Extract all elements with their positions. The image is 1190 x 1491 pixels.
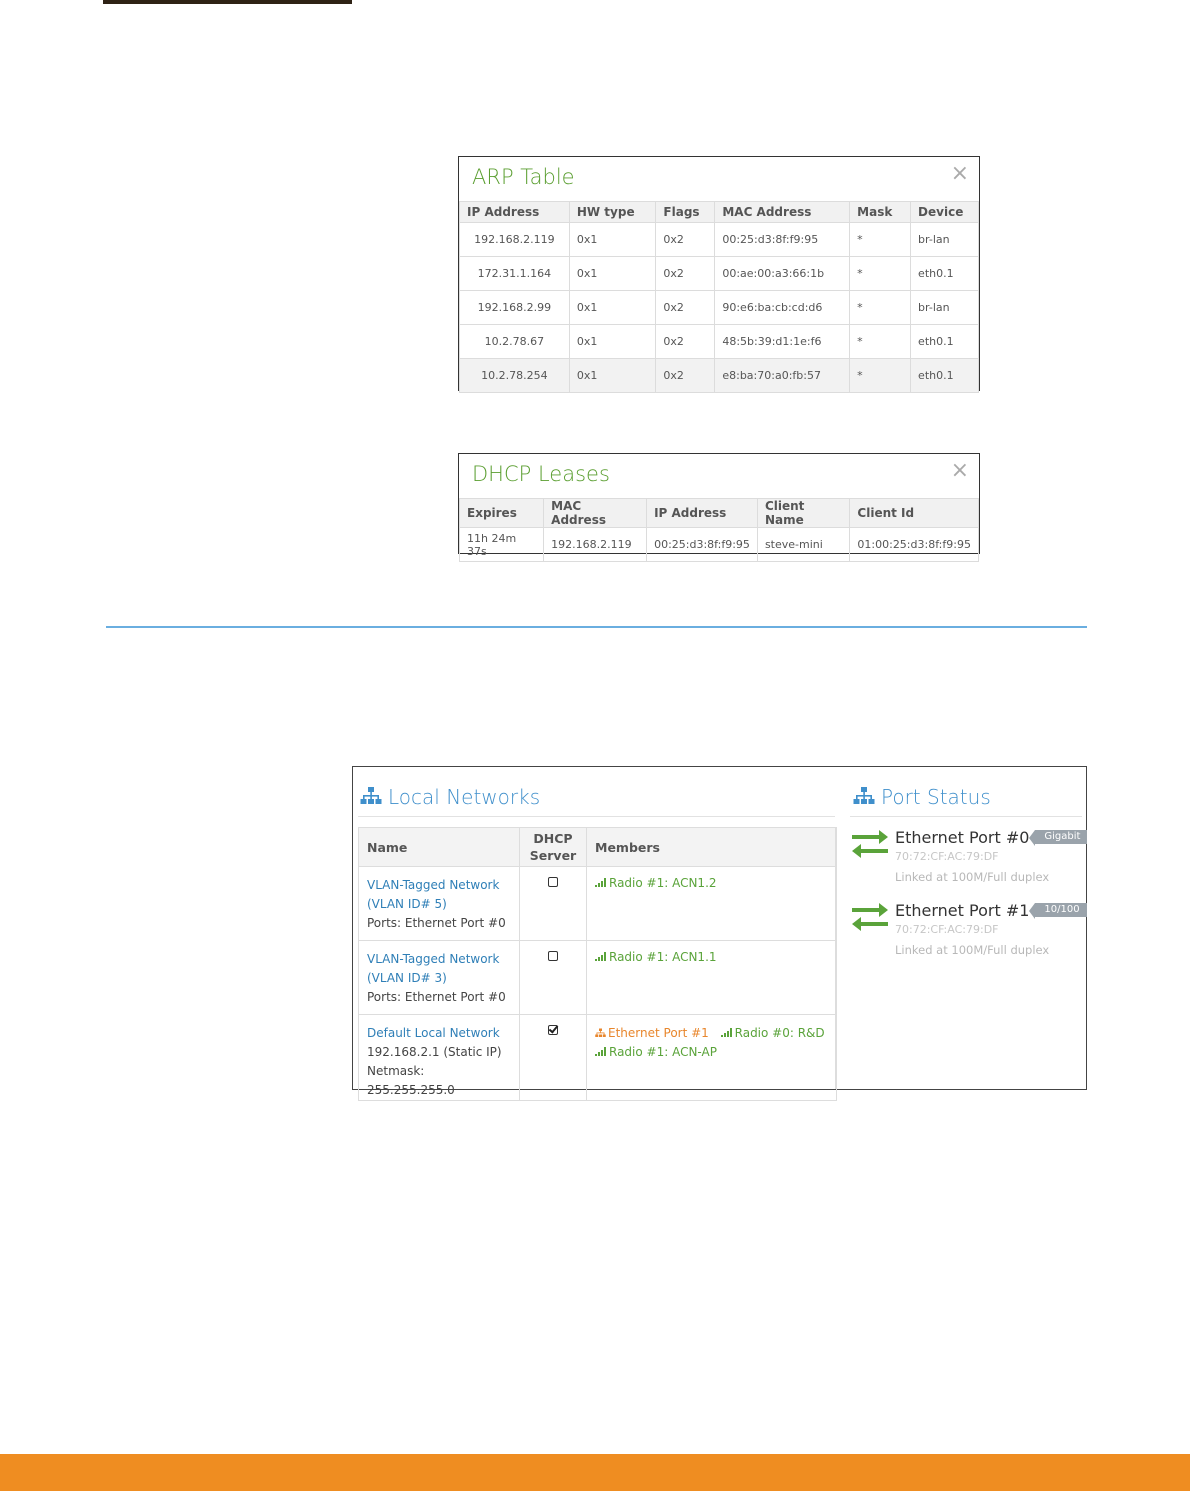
table-row [359,941,837,1015]
cell-client-id: 01:00:25:d3:8f:f9:95 [850,528,979,562]
cell-mask: * [850,359,911,393]
local-networks-title: Local Networks [388,785,541,809]
col-ip-address[interactable]: IP Address [460,202,570,223]
cell-hw-type: 0x1 [569,223,656,257]
cell-mac: e8:ba:70:a0:fb:57 [715,359,850,393]
table-row [460,291,979,325]
member-label: Ethernet Port #1 [608,1026,709,1040]
cell-mac: 00:ae:00:a3:66:1b [715,257,850,291]
dhcp-leases-table [459,498,979,562]
dhcp-cell [520,1015,587,1101]
col-flags[interactable]: Flags [656,202,715,223]
col-mask[interactable]: Mask [850,202,911,223]
top-header-bar [103,0,352,4]
dhcp-server-checkbox-checked[interactable] [548,1025,558,1035]
cell-ip: 10.2.78.254 [460,359,570,393]
port-link-status: Linked at 100M/Full duplex [895,943,1050,957]
member-radio[interactable] [595,950,717,964]
arp-table-dialog [458,156,980,391]
port-link-status: Linked at 100M/Full duplex [895,870,1050,884]
table-row [460,528,979,562]
table-row [460,223,979,257]
cell-flags: 0x2 [656,223,715,257]
port-name-text: Ethernet Port #0 [895,828,1030,847]
cell-hw-type: 0x1 [569,325,656,359]
cell-device: eth0.1 [911,257,979,291]
section-divider [106,626,1087,628]
cell-ip: 192.168.2.119 [460,223,570,257]
cell-mac: 48:5b:39:d1:1e:f6 [715,325,850,359]
table-row [460,325,979,359]
port-mac: 70:72:CF:AC:79:DF [895,850,999,863]
cell-hw-type: 0x1 [569,291,656,325]
local-networks-heading [360,785,540,811]
cell-hw-type: 0x1 [569,359,656,393]
network-name-cell [359,941,520,1015]
network-netmask: Netmask: 255.255.255.0 [367,1064,455,1097]
col-name[interactable]: Name [359,828,520,867]
port-status-separator [835,827,836,1089]
speed-badge: 10/100 [1035,903,1086,917]
signal-icon [595,878,607,887]
col-members[interactable]: Members [587,828,837,867]
cell-client-name: steve-mini [757,528,849,562]
dhcp-server-checkbox[interactable] [548,877,558,887]
col-ip-address[interactable]: IP Address [647,499,758,528]
port-name-text: Ethernet Port #1 [895,901,1030,920]
col-mac-address[interactable]: MAC Address [544,499,647,528]
arp-header-row [460,202,979,223]
link-arrows-icon [852,903,888,931]
network-link[interactable]: VLAN-Tagged Network [367,878,500,892]
port-mac: 70:72:CF:AC:79:DF [895,923,999,936]
members-cell [587,1015,837,1101]
col-client-name[interactable]: Client Name [757,499,849,528]
dhcp-server-checkbox[interactable] [548,951,558,961]
network-name-cell [359,1015,520,1101]
member-radio[interactable] [595,1045,717,1059]
network-link[interactable]: Default Local Network [367,1026,500,1040]
network-icon [595,1026,608,1040]
cell-mask: * [850,291,911,325]
cell-device: eth0.1 [911,325,979,359]
network-link-vlan[interactable]: (VLAN ID# 5) [367,897,447,911]
heading-underline [358,816,835,817]
member-radio[interactable] [595,876,717,890]
network-name-cell [359,867,520,941]
cell-expires: 11h 24m 37s [460,528,544,562]
cell-hw-type: 0x1 [569,257,656,291]
cell-mask: * [850,257,911,291]
signal-icon [595,952,607,961]
arp-table [459,201,979,393]
table-row [460,359,979,393]
networks-header-row [359,828,837,867]
members-cell [587,867,837,941]
network-link[interactable]: VLAN-Tagged Network [367,952,500,966]
table-row [359,1015,837,1101]
cell-flags: 0x2 [656,257,715,291]
col-device[interactable]: Device [911,202,979,223]
cell-device: br-lan [911,291,979,325]
col-mac-address[interactable]: MAC Address [715,202,850,223]
network-link-vlan[interactable]: (VLAN ID# 3) [367,971,447,985]
col-dhcp-server-line1: DHCP [533,831,573,846]
port-name [895,901,1087,920]
dhcp-header-row [460,499,979,528]
members-cell [587,941,837,1015]
dhcp-cell [520,867,587,941]
dhcp-leases-dialog [458,453,980,558]
port-status-heading [853,785,991,811]
cell-ip: 00:25:d3:8f:f9:95 [647,528,758,562]
port-status-title: Port Status [881,785,991,809]
cell-ip: 172.31.1.164 [460,257,570,291]
col-expires[interactable]: Expires [460,499,544,528]
cell-flags: 0x2 [656,291,715,325]
cell-ip: 192.168.2.99 [460,291,570,325]
cell-mask: * [850,223,911,257]
link-arrows-icon [852,830,888,858]
cell-mac: 192.168.2.119 [544,528,647,562]
cell-flags: 0x2 [656,325,715,359]
cell-mask: * [850,325,911,359]
network-icon [360,786,382,811]
network-icon [853,786,875,811]
member-label: Radio #1: ACN1.2 [609,876,717,890]
cell-mac: 90:e6:ba:cb:cd:d6 [715,291,850,325]
close-icon[interactable]: × [950,161,969,186]
col-hw-type[interactable]: HW type [569,202,656,223]
signal-icon [721,1028,733,1037]
cell-ip: 10.2.78.67 [460,325,570,359]
member-label: Radio #1: ACN1.1 [609,950,717,964]
table-row [460,257,979,291]
network-detail: Ports: Ethernet Port #0 [367,990,506,1004]
col-client-id[interactable]: Client Id [850,499,979,528]
heading-underline [850,816,1082,817]
cell-mac: 00:25:d3:8f:f9:95 [715,223,850,257]
footer-bar [0,1454,1190,1491]
dhcp-cell [520,941,587,1015]
member-label: Radio #0: R&D [734,1026,825,1040]
cell-flags: 0x2 [656,359,715,393]
col-dhcp-server[interactable] [520,828,587,867]
member-radio[interactable] [721,1026,825,1040]
port-name [895,828,1087,847]
dhcp-leases-title: DHCP Leases [472,462,610,486]
member-label: Radio #1: ACN-AP [609,1045,717,1059]
member-ethernet[interactable] [595,1026,709,1040]
speed-badge: Gigabit [1035,830,1087,844]
table-row [359,867,837,941]
signal-icon [595,1047,607,1056]
network-detail: 192.168.2.1 (Static IP) [367,1045,502,1059]
cell-device: eth0.1 [911,359,979,393]
arp-table-title: ARP Table [472,165,575,189]
network-detail: Ports: Ethernet Port #0 [367,916,506,930]
network-overview-panel [352,766,1087,1097]
local-networks-table [358,827,837,1101]
cell-device: br-lan [911,223,979,257]
col-dhcp-server-line2: Server [529,848,577,863]
close-icon[interactable]: × [950,458,969,483]
